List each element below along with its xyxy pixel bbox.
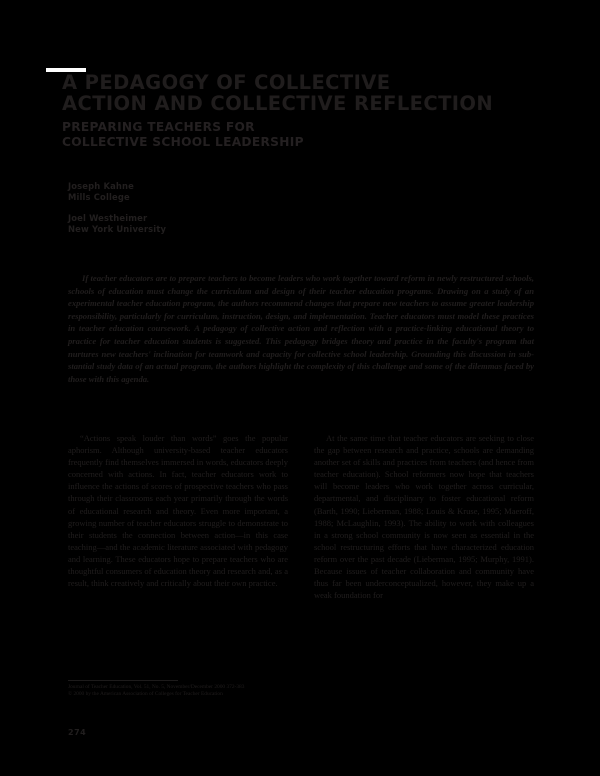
subtitle-line-2: COLLECTIVE SCHOOL LEADERSHIP (62, 135, 304, 149)
subtitle-line-1: PREPARING TEACHERS FOR (62, 120, 255, 134)
body-columns (68, 432, 534, 680)
title-block (62, 72, 542, 150)
author-affiliation: New York University (68, 223, 167, 234)
author-name: Joseph Kahne (68, 181, 134, 191)
page-subtitle (62, 120, 542, 150)
author-entry (68, 181, 368, 202)
page-number: 274 (68, 728, 87, 737)
page-title (62, 72, 542, 114)
title-line-2: ACTION AND COLLECTIVE REFLECTION (62, 92, 494, 115)
copyright-line: © 2000 by the American Association of Colleges for Teacher Education (68, 691, 223, 698)
journal-citation-line: Journal of Teacher Education, Vol. 51, No. 5, November/December 2000 372-383 (68, 684, 245, 690)
body-column-right (314, 432, 534, 601)
author-entry (68, 213, 368, 234)
author-affiliation: Mills College (68, 191, 130, 202)
body-paragraph: At the same time that teacher educators are seeking to close the gap between research and practice, schools are demanding another set of skills and practices from teachers (and hence from teacher education). School reformers now hope that teachers will become leaders who work together across curricular, departmental, and disciplinary to foster educational reform (Barth, 1990; Lieberman, 1988; Louis & Kruse, 1995; Maeroff, 1988; McLaughlin, 1993). The ability to work with colleagues in a strong school community is now seen as essential in the school restructuring efforts that have characterized education reform over the past decade (Lieberman, 1995; Murphy, 1991). Because issues of teacher collaboration and community have thus far been underconceptualized, however, they make up a weak foundation for (314, 433, 534, 601)
journal-source-note (68, 684, 348, 698)
author-list (68, 181, 368, 245)
footnote-divider-rule (68, 680, 178, 681)
body-paragraph: “Actions speak louder than words” goes the popular aphorism. Although university-based teacher educators frequently find themselves immersed in words, educators deeply concerned with actions. In fact, teacher educators work to influence the actions of scores of prospective teachers who pass through their classrooms each year primarily through the words of educational research and theory. Even more important, a growing number of teacher educators struggle to demonstrate to their students the connection between action—in this case teaching—and the academic literature associated with pedagogy and learning. These educators hope to prepare teachers who are thoughtful consumers of education theory and research and, as a result, think creatively and critically about their own practice. (68, 433, 288, 589)
body-column-left (68, 432, 288, 589)
author-name: Joel Westheimer (68, 213, 148, 223)
title-line-1: A PEDAGOGY OF COLLECTIVE (62, 71, 391, 94)
abstract-text: If teacher educators are to prepare teachers to become leaders who work together toward reform in newly restructured schools, schools of education must change the curriculum and design of their teacher education programs. Drawing on a study of an experimental teacher education program, the authors recommend changes that prepare new teachers to assume greater leadership responsibility, particularly for curriculum, instruction, design, and implementation. Teacher educators must model these practices in teacher education coursework. A pedagogy of collective action and reflection with a practice-linking educational theory to practice for teacher education students is suggested. This pedagogy bridges theory and practice in the faculty's program that nurtures new teachers' inclination for teamwork and capacity for collective school leadership. Grounding this discussion in sub-stantial study data of an actual program, the authors highlight the complexity of this challenge and some of the dilemmas faced by those with this agenda. (68, 273, 534, 384)
